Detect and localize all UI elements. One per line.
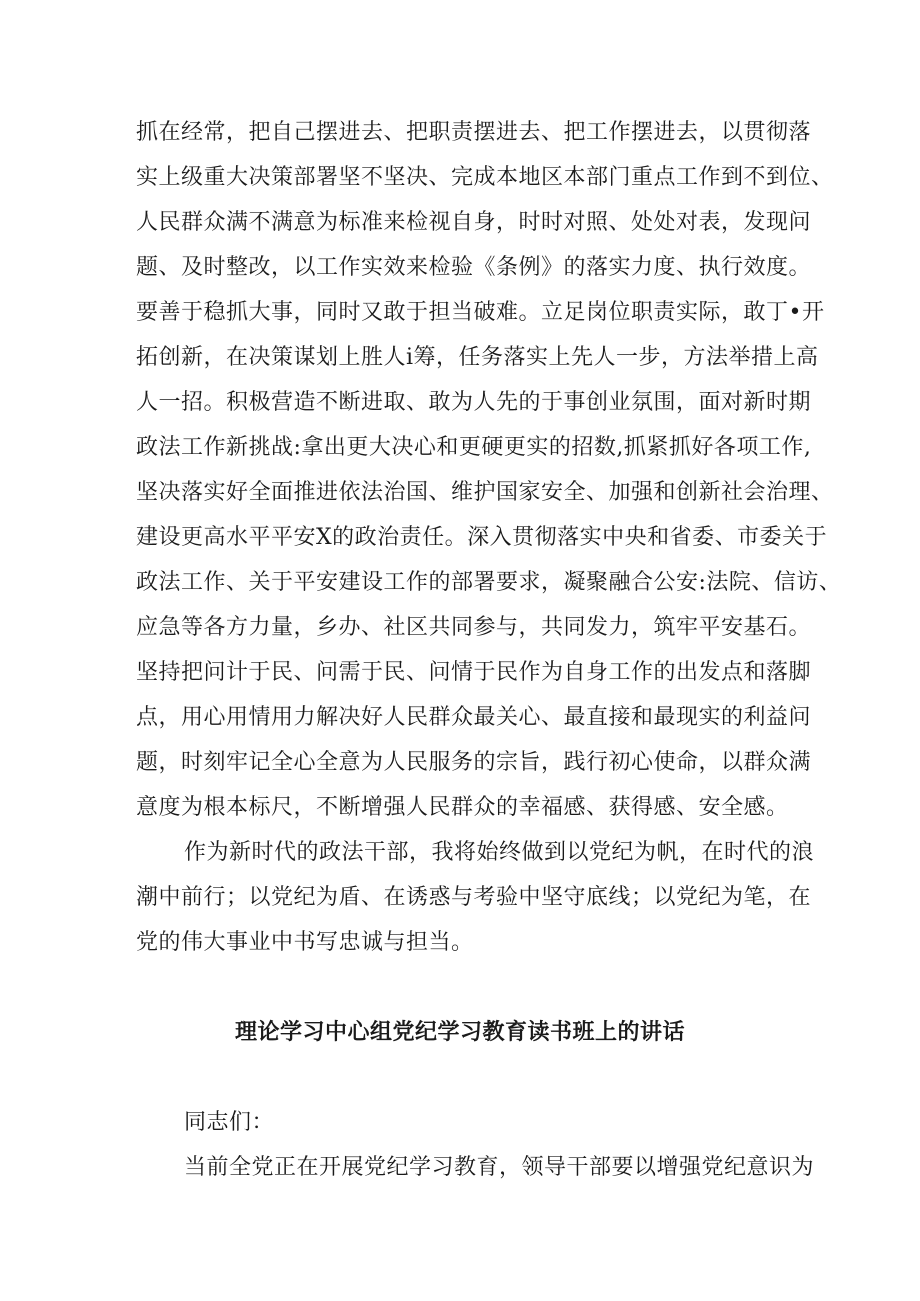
- section-title: 理论学习中心组党纪学习教育读书班上的讲话: [234, 1020, 685, 1045]
- text-line: 当前全党正在开展党纪学习教育，领导干部要以增强党纪意识为: [184, 1155, 815, 1180]
- text-line: 意度为根本标尺，不断增强人民群众的幸福感、获得感、安全感。: [136, 795, 789, 820]
- text-line: 潮中前行；以党纪为盾、在诱惑与考验中坚守底线；以党纪为笔，在: [136, 885, 812, 910]
- text-line: 政法工作新挑战:拿出更大决心和更硬更实的招数,抓紧抓好各项工作,: [136, 435, 812, 460]
- text-line: 抓在经常，把自己摆进去、把职责摆进去、把工作摆进去，以贯彻落: [136, 120, 812, 145]
- text-line: 政法工作、关于平安建设工作的部署要求，凝聚融合公安:法院、信访、: [136, 570, 842, 595]
- text-line: 应急等各方力量，乡办、社区共同参与，共同发力，筑牢平安基石。: [136, 615, 812, 640]
- text-line: 坚决落实好全面推进依法治国、维护国家安全、加强和创新社会治理、: [136, 480, 834, 505]
- salutation: 同志们：: [184, 1110, 275, 1135]
- text-line: 拓创新，在决策谋划上胜人i筹，任务落实上先人一步，方法举措上高: [136, 345, 819, 370]
- text-line: 坚持把问计于民、问需于民、问情于民作为自身工作的出发点和落脚: [136, 660, 812, 685]
- text-line: 作为新时代的政法干部，我将始终做到以党纪为帆，在时代的浪: [184, 840, 815, 865]
- text-line: 要善于稳抓大事，同时又敢于担当破难。立足岗位职责实际，敢丁•开: [136, 300, 825, 325]
- text-line: 党的伟大事业中书写忠诚与担当。: [136, 930, 474, 955]
- text-line: 题，时刻牢记全心全意为人民服务的宗旨，践行初心使命，以群众满: [136, 750, 812, 775]
- text-line: 实上级重大决策部署坚不坚决、完成本地区本部门重点工作到不到位、: [136, 165, 834, 190]
- text-line: 题、及时整改，以工作实效来检验《条例》的落实力度、执行效度。: [136, 255, 812, 280]
- text-line: 建设更高水平平安X的政治责任。深入贯彻落实中央和省委、市委关于: [136, 525, 828, 550]
- text-line: 点，用心用情用力解决好人民群众最关心、最直接和最现实的利益问: [136, 705, 812, 730]
- text-line: 人民群众满不满意为标准来检视自身，时时对照、处处对表，发现问: [136, 210, 812, 235]
- text-line: 人一招。积极营造不断进取、敢为人先的于事创业氛围，面对新时期: [136, 390, 812, 415]
